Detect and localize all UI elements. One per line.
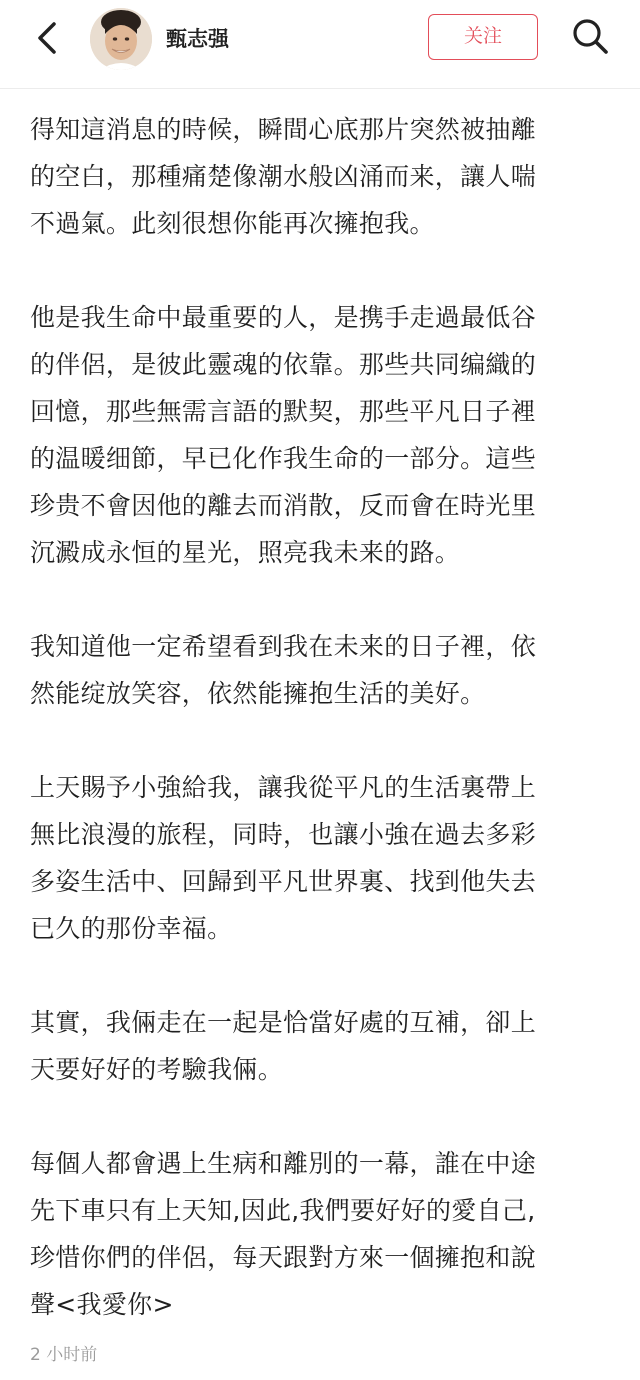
search-icon bbox=[570, 16, 610, 56]
avatar[interactable] bbox=[90, 8, 152, 70]
search-button[interactable] bbox=[570, 16, 610, 56]
post-paragraph: 得知這消息的時候，瞬間心底那片突然被抽離 的空白，那種痛楚像潮水般凶涌而来，讓人喘 不過氣。此刻很想你能再次擁抱我。 bbox=[30, 115, 537, 238]
post-paragraph: 他是我生命中最重要的人，是携手走過最低谷 的伴侶，是彼此靈魂的依靠。那些共同编織的 回憶，那些無需言語的默契，那些平凡日子裡 的温暖细節，早已化作我生命的一部分。這些 珍贵不會因他的離去而消散，反而會在時光里 沉澱成永恒的星光，照亮我未来的路。 bbox=[30, 303, 537, 567]
follow-button[interactable]: 关注 bbox=[428, 14, 538, 60]
username[interactable]: 甄志强 bbox=[166, 27, 229, 51]
top-nav-bar bbox=[0, 0, 640, 89]
post-paragraph: 其實，我倆走在一起是恰當好處的互補，卻上 天要好好的考驗我倆。 bbox=[30, 1008, 537, 1084]
post-paragraph: 每個人都會遇上生病和離別的一幕，誰在中途 先下車只有上天知,因此,我們要好好的愛自己, 珍惜你們的伴侶，每天跟對方來一個擁抱和說 聲<我愛你> bbox=[30, 1149, 537, 1319]
post-timestamp: 2 小时前 bbox=[30, 1345, 98, 1365]
post-paragraph: 我知道他一定希望看到我在未来的日子裡，依 然能绽放笑容，依然能擁抱生活的美好。 bbox=[30, 632, 537, 708]
avatar-image bbox=[90, 8, 152, 70]
chevron-left-icon bbox=[28, 18, 68, 58]
post-paragraph: 上天賜予小強給我，讓我從平凡的生活裏帶上 無比浪漫的旅程，同時，也讓小強在過去多彩 多姿生活中、回歸到平凡世界裏、找到他失去 已久的那份幸福。 bbox=[30, 773, 537, 943]
post-body bbox=[30, 106, 616, 1328]
back-button[interactable] bbox=[28, 18, 68, 58]
